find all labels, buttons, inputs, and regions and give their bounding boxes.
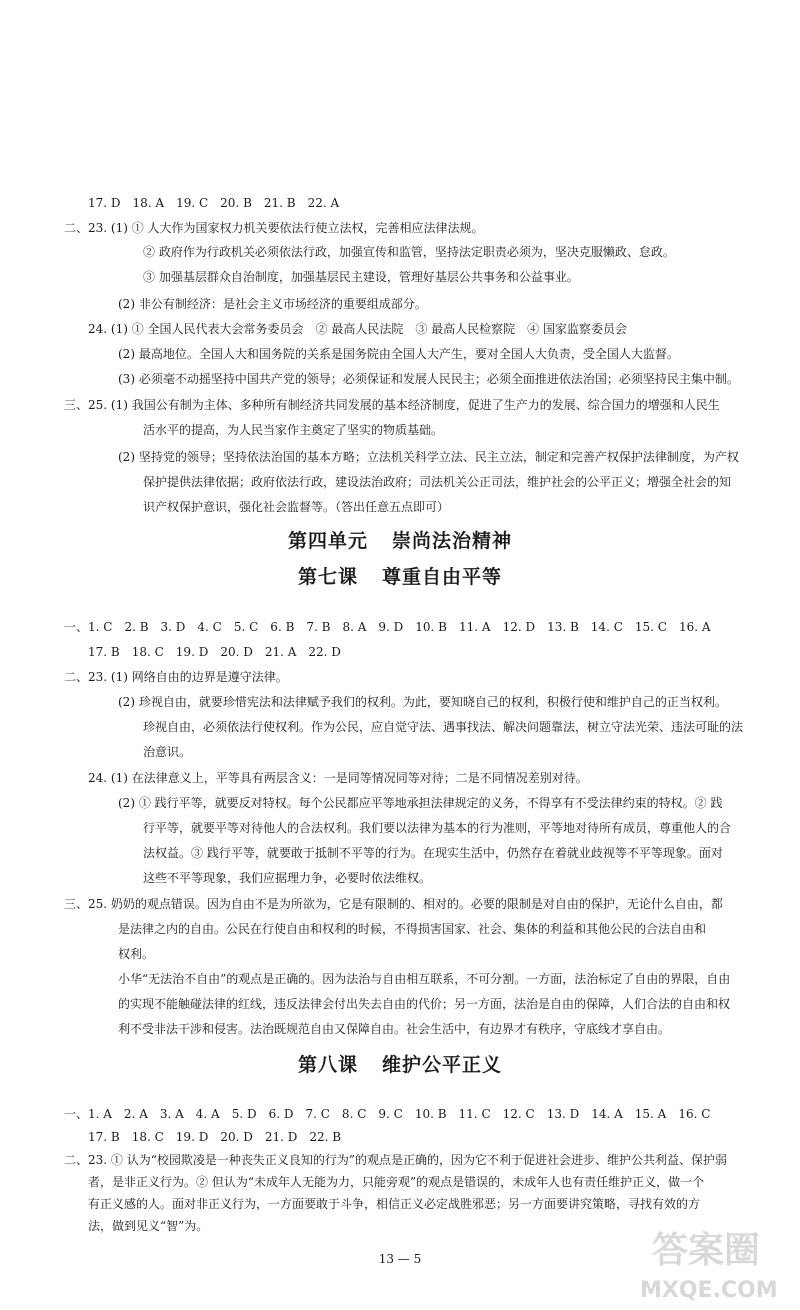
answer-line: 利不受非法干涉和侵害。法治既规范自由又保障自由。社会生活中，有边界才有秩序，守底线才享自由。	[118, 1022, 671, 1036]
answer-line: 保护提供法律依据；政府依法行政，建设法治政府；司法机关公正司法，维护社会的公平正义；增强全社会的知	[143, 475, 732, 489]
answer-line: (3) 必须毫不动摇坚持中国共产党的领导；必须保证和发展人民民主；必须全面推进依法治国；必须坚持民主集中制。	[118, 372, 739, 386]
answer-line: 者，是非正义行为。② 但认为“未成年人无能为力，只能旁观”的观点是错误的，未成年人也有责任维护正义，做一个	[88, 1175, 705, 1189]
unit-title: 第四单元 崇尚法治精神	[287, 530, 513, 552]
answer-line: ③ 加强基层群众自治制度，加强基层民主建设，管理好基层公共事务和公益事业。	[143, 270, 579, 284]
answer-line: 三、25. 奶奶的观点错误。因为自由不是为所欲为，它是有限制的、相对的。必要的限制是对自由的保护，无论什么自由，都	[64, 897, 723, 911]
answer-line: 的实现不能触碰法律的红线，违反法律会付出失去自由的代价；另一方面，法治是自由的保障，人们合法的自由和权	[118, 997, 731, 1011]
answer-line: 小华“无法治不自由”的观点是正确的。因为法治与自由相互联系，不可分割。一方面，法治标定了自由的界限，自由	[118, 972, 731, 986]
answer-line: ② 政府作为行政机关必须依法行政，加强宣传和监管，坚持法定职责必须为，坚决克服懒政、怠政。	[143, 245, 675, 259]
answer-line: (2) 坚持党的领导；坚持依法治国的基本方略；立法机关科学立法、民主立法，制定和完善产权保护法律制度，为产权	[118, 450, 739, 464]
answer-line: 行平等，就要平等对待他人的合法权利。我们要以法律为基本的行为准则，平等地对待所有成员，尊重他人的合	[143, 821, 732, 835]
answer-line: 一、1. A 2. A 3. A 4. A 5. D 6. D 7. C 8. C 9. C 10. B 11. C 12. C 13. D 14. A 15. A 16. C	[64, 1107, 711, 1121]
watermark-url: MXQE.COM	[640, 1278, 778, 1303]
answer-line: 这些不平等现象，我们应据理力争，必要时依法维权。	[143, 871, 432, 885]
answer-line: (2) 珍视自由，就要珍惜宪法和法律赋予我们的权利。为此，要知晓自己的权利，积极行使和维护自己的正当权利。	[118, 695, 727, 709]
answer-line: 二、23. (1) ① 人大作为国家权力机关要依法行使立法权，完善相应法律法规。	[64, 221, 484, 235]
watermark-text: 答案圈	[652, 1230, 761, 1271]
answer-line: 法，做到见义“智”为。	[88, 1219, 209, 1233]
answer-line: 二、23. ① 认为“校园欺凌是一种丧失正义良知的行为”的观点是正确的，因为它不利于促进社会进步、维护公共利益、保护弱	[64, 1153, 727, 1167]
lesson-8-title: 第八课 维护公平正义	[297, 1054, 503, 1076]
answer-line: (2) ① 践行平等，就要反对特权。每个公民都应平等地承担法律规定的义务，不得享有不受法律约束的特权。② 践	[118, 796, 723, 810]
answer-line: 是法律之内的自由。公民在行使自由和权利的时候，不得损害国家、社会、集体的利益和其他公民的合法自由和	[118, 922, 707, 936]
answer-line: 权利。	[118, 947, 155, 961]
answer-line: 17. D 18. A 19. C 20. B 21. B 22. A	[88, 196, 340, 210]
answer-line: 识产权保护意识，强化社会监督等。（答出任意五点即可）	[143, 500, 450, 514]
answer-line: 24. (1) ① 全国人民代表大会常务委员会 ② 最高人民法院 ③ 最高人民检察院 ④ 国家监察委员会	[88, 322, 627, 336]
answer-line: 有正义感的人。面对非正义行为，一方面要敢于斗争，相信正义必定战胜邪恶；另一方面要讲究策略，寻找有效的方	[88, 1197, 701, 1211]
answer-line: 珍视自由，必须依法行使权利。作为公民，应自觉守法、遇事找法、解决问题靠法，树立守法光荣、违法可耻的法	[143, 720, 744, 734]
answer-line: 一、1. C 2. B 3. D 4. C 5. C 6. B 7. B 8. A 9. D 10. B 11. A 12. D 13. B 14. C 15. C 16. A	[64, 620, 711, 634]
answer-line: 治意识。	[143, 745, 192, 759]
answer-line: 17. B 18. C 19. D 20. D 21. D 22. B	[88, 1130, 342, 1144]
answer-line: (2) 非公有制经济：是社会主义市场经济的重要组成部分。	[118, 297, 427, 311]
answer-line: 法权益。③ 践行平等，就要敢于抵制不平等的行为。在现实生活中，仍然存在着就业歧视等不平等现象。面对	[143, 846, 723, 860]
answer-line: 三、25. (1) 我国公有制为主体、多种所有制经济共同发展的基本经济制度，促进了生产力的发展、综合国力的增强和人民生	[64, 398, 720, 412]
answer-line: 24. (1) 在法律意义上，平等具有两层含义：一是同等情况同等对待；二是不同情况差别对待。	[88, 771, 588, 785]
answer-line: 17. B 18. C 19. D 20. D 21. A 22. D	[88, 645, 341, 659]
answer-line: 活水平的提高，为人民当家作主奠定了坚实的物质基础。	[143, 423, 444, 437]
answer-line: (2) 最高地位。全国人大和国务院的关系是国务院由全国人大产生，要对全国人大负责，受全国人大监督。	[118, 347, 679, 361]
lesson-7-title: 第七课 尊重自由平等	[297, 566, 503, 588]
answer-line: 二、23. (1) 网络自由的边界是遵守法律。	[64, 670, 288, 684]
page-number: 13 — 5	[378, 1252, 422, 1266]
